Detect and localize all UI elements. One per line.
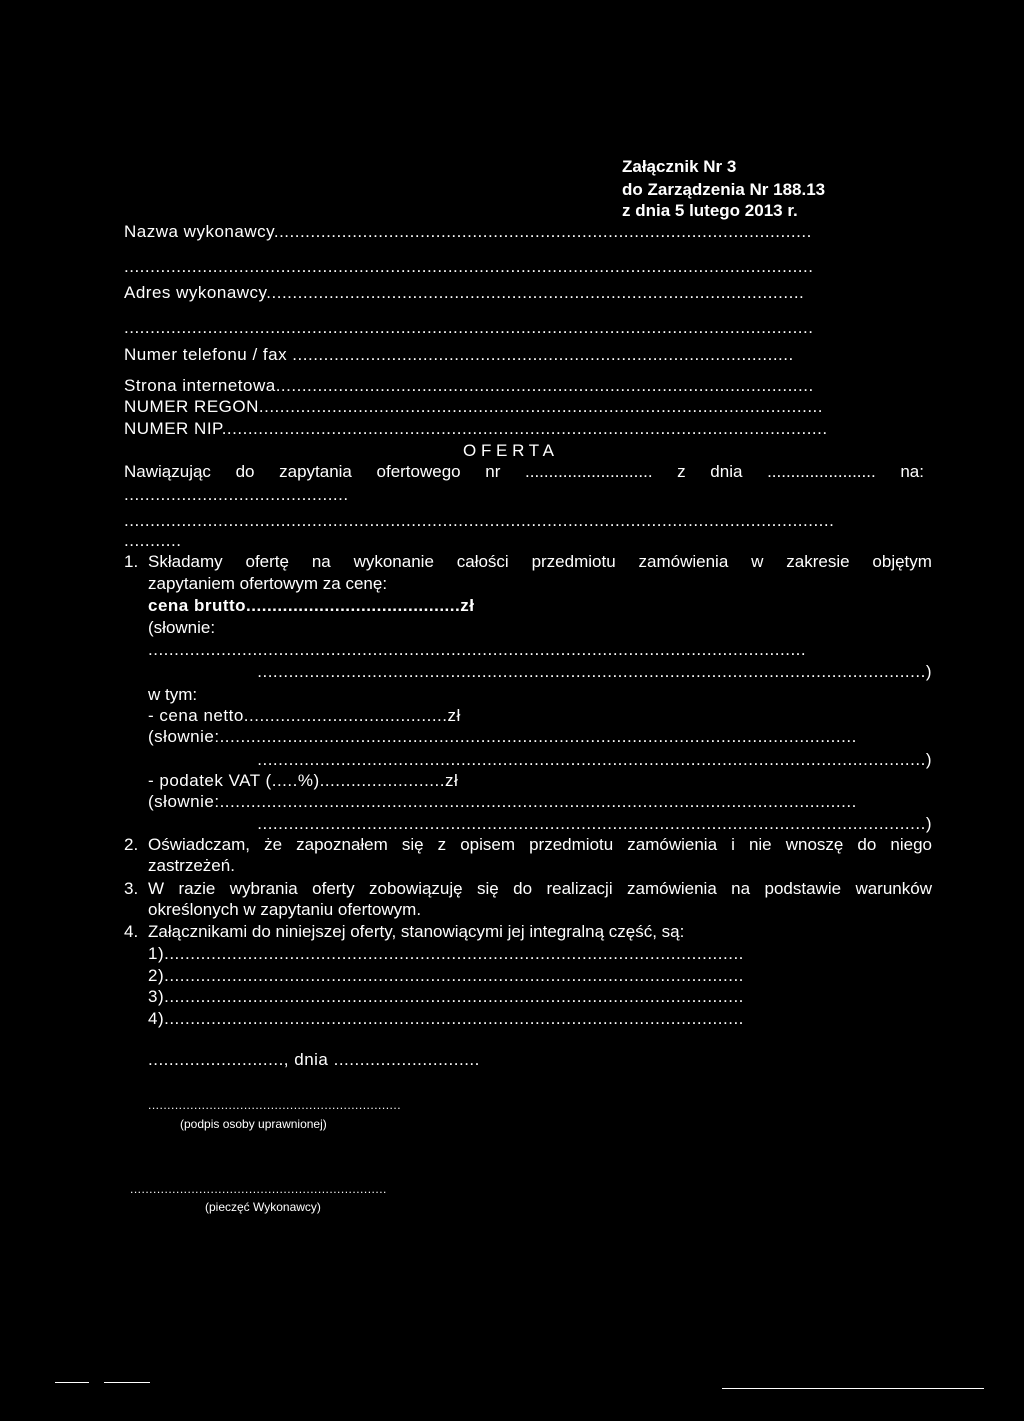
item-1-word: objętym xyxy=(872,552,932,571)
intro-word: ........................... xyxy=(525,462,653,481)
vat-in-words-field: (słownie:.......................................................................................................................... xyxy=(148,792,857,811)
item-1-line-1 xyxy=(148,552,932,572)
item-1-word: zamówienia xyxy=(638,552,729,571)
intro-continuation-3: ........... xyxy=(124,531,182,550)
contractor-address-continuation: .................................................................................................................................... xyxy=(124,318,814,337)
vat-in-words-close-text: ................................................................................................................................) xyxy=(257,814,932,833)
item-1-word: przedmiotu xyxy=(531,552,616,571)
intro-line xyxy=(124,462,924,482)
attachment-1-field: 1)............................................................................................................... xyxy=(148,944,744,963)
vat-in-words-close xyxy=(148,814,932,834)
item-1-word: ofertę xyxy=(245,552,289,571)
nip-field: NUMER NIP.................................................................................................................... xyxy=(124,419,828,438)
item-1-word: Składamy xyxy=(148,552,223,571)
signature-line: .................................................................. xyxy=(148,1098,402,1112)
contractor-name-continuation: .................................................................................................................................... xyxy=(124,257,814,276)
intro-word: Nawiązując xyxy=(124,462,211,481)
place-date-field: .........................., dnia ............................ xyxy=(148,1050,480,1069)
intro-continuation-2: ........................................................................................................................................ xyxy=(124,511,835,530)
intro-continuation-1: ........................................... xyxy=(124,485,349,504)
divider-rule xyxy=(55,1382,89,1383)
item-1-line-2: zapytaniem ofertowym za cenę: xyxy=(148,574,388,593)
contractor-name-field: Nazwa wykonawcy....................................................................................................... xyxy=(124,222,812,241)
net-in-words-close-text: ................................................................................................................................) xyxy=(257,750,932,769)
annex-line-1: Załącznik Nr 3 xyxy=(622,157,737,176)
signature-label: (podpis osoby uprawnionej) xyxy=(180,1117,327,1131)
net-in-words-close xyxy=(148,750,932,770)
intro-word: zapytania xyxy=(279,462,352,481)
including-label: w tym: xyxy=(148,685,198,704)
item-1-word: wykonanie xyxy=(353,552,434,571)
net-in-words-field: (słownie:.......................................................................................................................... xyxy=(148,727,857,746)
gross-in-words-label: (słownie: xyxy=(148,618,216,637)
item-1-word: zakresie xyxy=(786,552,850,571)
intro-word: ....................... xyxy=(767,462,876,481)
item-3-line-1: W razie wybrania oferty zobowiązuję się do realizacji zamówienia na podstawie warunków xyxy=(148,879,932,898)
net-price-field: - cena netto.......................................zł xyxy=(148,706,461,725)
item-3-line-2: określonych w zapytaniu ofertowym. xyxy=(148,900,422,919)
annex-line-3: z dnia 5 lutego 2013 r. xyxy=(622,201,798,220)
intro-word: ofertowego xyxy=(376,462,461,481)
item-1-word: w xyxy=(751,552,764,571)
attachment-3-field: 3)............................................................................................................... xyxy=(148,987,744,1006)
intro-word: nr xyxy=(485,462,501,481)
intro-word: dnia xyxy=(710,462,743,481)
gross-in-words-close xyxy=(148,662,932,682)
divider-rule xyxy=(104,1382,150,1383)
stamp-line: ................................................................... xyxy=(130,1182,387,1196)
attachment-2-field: 2)............................................................................................................... xyxy=(148,966,744,985)
intro-word: do xyxy=(235,462,255,481)
annex-line-2: do Zarządzenia Nr 188.13 xyxy=(622,180,826,199)
vat-field: - podatek VAT (.....%)........................zł xyxy=(148,771,459,790)
attachment-4-field: 4)............................................................................................................... xyxy=(148,1009,744,1028)
item-1-word: całości xyxy=(456,552,509,571)
contractor-address-field: Adres wykonawcy....................................................................................................... xyxy=(124,283,805,302)
intro-word: z xyxy=(677,462,686,481)
regon-field: NUMER REGON............................................................................................................ xyxy=(124,397,823,416)
item-4-line-1: Załącznikami do niniejszej oferty, stanowiącymi jej integralną część, są: xyxy=(148,922,685,941)
intro-word: na: xyxy=(900,462,924,481)
gross-price-field: cena brutto.........................................zł xyxy=(148,596,475,615)
item-2-number: 2. xyxy=(124,835,139,854)
website-field: Strona internetowa....................................................................................................... xyxy=(124,376,814,395)
divider-rule xyxy=(722,1388,984,1389)
phone-fax-field: Numer telefonu / fax ................................................................................................ xyxy=(124,345,794,364)
item-1-word: na xyxy=(311,552,331,571)
gross-in-words-dots: .............................................................................................................................. xyxy=(148,640,807,659)
item-4-number: 4. xyxy=(124,922,139,941)
stamp-label: (pieczęć Wykonawcy) xyxy=(205,1200,321,1214)
item-2-line-2: zastrzeżeń. xyxy=(148,856,235,875)
gross-in-words-close-text: ................................................................................................................................) xyxy=(257,662,932,681)
item-2-line-1: Oświadczam, że zapoznałem się z opisem przedmiotu zamówienia i nie wnoszę do niego xyxy=(148,835,932,854)
item-3-number: 3. xyxy=(124,879,139,898)
offer-title: O F E R T A xyxy=(463,441,555,460)
item-1-number: 1. xyxy=(124,552,139,571)
